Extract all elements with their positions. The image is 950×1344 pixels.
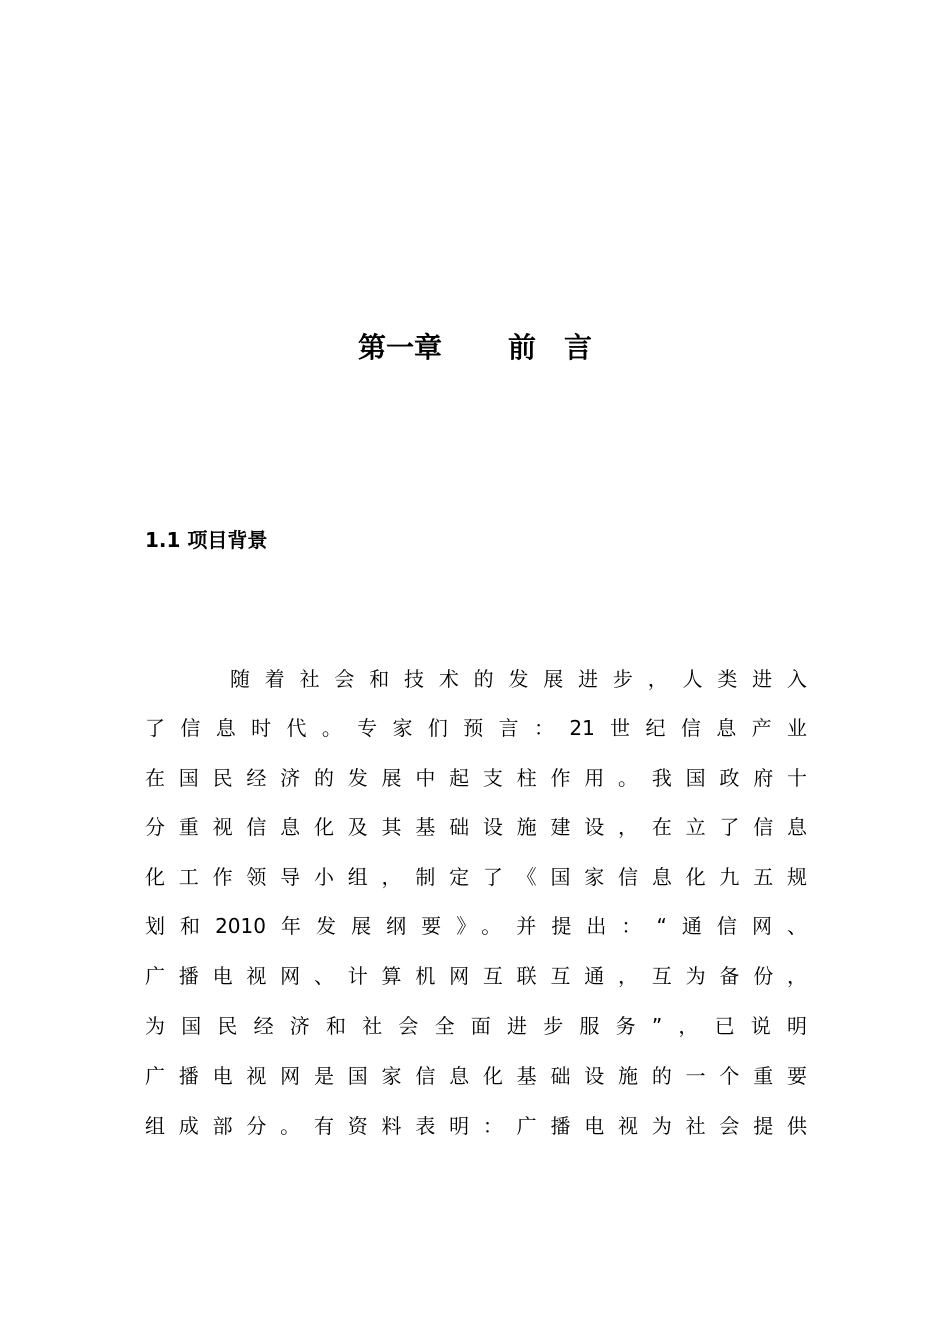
- chapter-name: 前 言: [508, 331, 593, 364]
- paragraph-line: 为国民经济和社会全面进步服务”，已说明: [145, 1014, 807, 1038]
- section-heading: 1.1 项目背景: [145, 528, 268, 552]
- chapter-label: 第一章: [357, 331, 442, 364]
- paragraph-line: 划和2010年发展纲要》。并提出：“通信网、: [145, 914, 807, 938]
- paragraph-line: 随着社会和技术的发展进步，人类进入: [230, 667, 807, 691]
- chapter-title: [0, 328, 950, 368]
- paragraph-line: 分重视信息化及其基础设施建设，在立了信息: [145, 815, 807, 839]
- paragraph-line: 广播电视网、计算机网互联互通，互为备份，: [145, 964, 807, 988]
- paragraph-line: 组成部分。有资料表明：广播电视为社会提供: [145, 1114, 807, 1138]
- paragraph-line: 了信息时代。专家们预言：21世纪信息产业: [145, 716, 807, 740]
- paragraph-line: 化工作领导小组，制定了《国家信息化九五规: [145, 865, 807, 889]
- paragraph-line: 广播电视网是国家信息化基础设施的一个重要: [145, 1064, 807, 1088]
- paragraph-line: 在国民经济的发展中起支柱作用。我国政府十: [145, 766, 807, 790]
